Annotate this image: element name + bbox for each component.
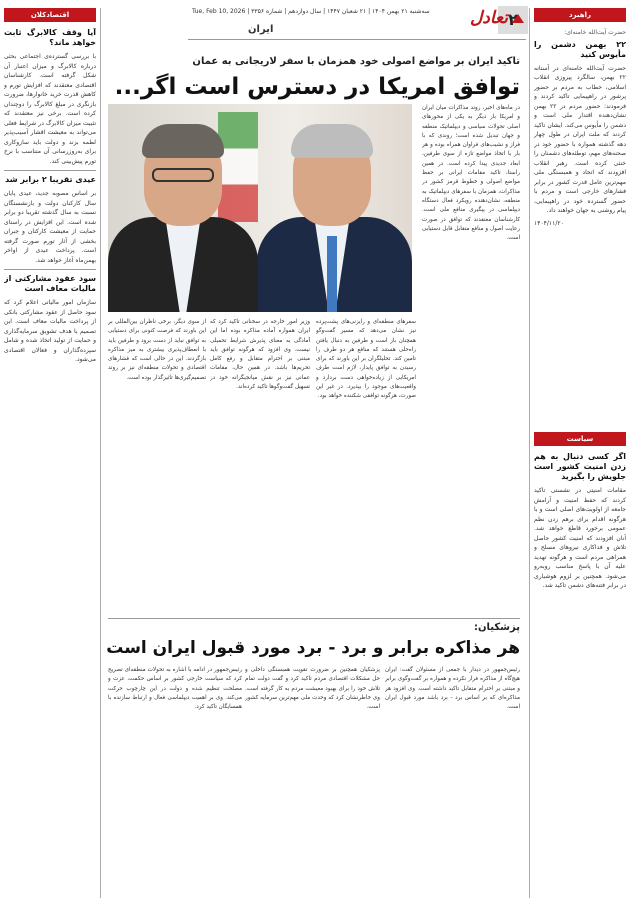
issue-date: سه‌شنبه ۲۱ بهمن ۱۴۰۴ | ۲۱ شعبان ۱۴۴۷ | سال دوازدهم | شماره ۳۳۵۶ | Tue, Feb 10, 2026 xyxy=(192,8,430,15)
story-date: ۱۴۰۴/۱۱/۲۰ xyxy=(534,219,564,227)
story-title: آیا وقف کالابرگ ثابت خواهد ماند؟ xyxy=(4,28,96,47)
section-name: ایران xyxy=(248,24,274,35)
lead-body-col-1: در ماه‌های اخیر، روند مذاکرات میان ایران و امریکا بار دیگر به یکی از محورهای اصلی تحولات سیاسی و دیپلماتیک منطقه و جهان تبدیل شده است؛ روندی که با فراز و نشیب‌های فراوان همراه بوده و هر بار با اتخاذ مواضع تازه از سوی طرفین، ابعاد جدیدی پیدا کرده است. در همین راستا، تاکید مقامات ایرانی بر حفظ مواضع اصولی و خطوط قرمز کشور در مذاکرات، همزمان با سفرهای دیپلماتیک به منطقه، نشان‌دهنده رویکرد فعال دستگاه دیپلماسی در پیگیری منافع ملی است. کارشناسان معتقدند که توافق در صورت رعایت اصول و منافع متقابل قابل دستیابی است. xyxy=(422,105,520,242)
story-body: سازمان امور مالیاتی اعلام کرد که سود حاصل از عقود مشارکتی بانکی از پرداخت مالیات معاف است. این تصمیم با هدف تشویق سرمایه‌گذاری و حمایت از تولید اتخاذ شده و شامل سپرده‌گذاران و فعالان اقتصادی می‌شود. xyxy=(4,299,96,363)
divider xyxy=(4,170,96,171)
lead-photo xyxy=(108,104,412,312)
photo-person-left xyxy=(108,112,258,312)
story-body: حضرت آیت‌الله خامنه‌ای در آستانه ۲۲ بهمن، سالگرد پیروزی انقلاب اسلامی، خطاب به مردم بر حضور پرشور در راهپیمایی تاکید کردند و فرمودند: حضور مردم در ۲۲ بهمن نشان‌دهنده اقتدار ملی است و دشمن را مأیوس می‌کند. ایشان تاکید کردند که ملت ایران در طول چهار دهه گذشته همواره با حضور خود در صحنه‌های مهم، توطئه‌های دشمنان را خنثی کرده است. رهبر انقلاب افزودند که اتحاد و همبستگی ملی مهم‌ترین عامل قدرت کشور در برابر فشارهای خارجی است و مردم با حضور گسترده خود در راهپیمایی، پیام روشنی به جهان خواهند داد. xyxy=(534,64,626,214)
lead-body-col-3: وزیر امور خارجه در سخنانی تاکید کرد که ایران همواره آماده مذاکره بوده اما این آمادگی به معنای پذیرش شرایط تحمیلی نیست. وی افزود که هرگونه توافق باید مبتنی بر احترام متقابل و رفع کامل تحریم‌ها باشد. در همین حال، مقامات عمانی نیز بر نقش میانجیگرانه خود در تسهیل گفت‌وگوها تاکید کرده‌اند. xyxy=(210,319,310,391)
tab-macroeconomics: اقتصادکلان xyxy=(4,8,96,22)
story-title: عیدی تقریبا ۲ برابر شد xyxy=(5,175,96,184)
lead-body-col-2: سفرهای منطقه‌ای و رایزنی‌های پشت‌پرده نیز نشان می‌دهد که مسیر گفت‌وگو همچنان باز است و طرفین به دنبال یافتن راه‌حلی هستند که منافع هر دو طرف را تامین کند. تحلیلگران بر این باورند که برای رسیدن به توافق پایدار، لازم است طرف امریکایی از زیاده‌خواهی دست بردارد و واقعیت‌های موجود را بپذیرد. در غیر این صورت، هرگونه توافقی شکننده خواهد بود. xyxy=(316,319,416,400)
lead-body-col-4: از سوی دیگر، برخی ناظران بین‌المللی بر این باورند که فرصت کنونی برای دستیابی به توافق نباید از دست برود و طرفین باید با انعطاف‌پذیری بیشتری به میز مذاکره بازگردند. این در حالی است که فشارهای اقتصادی و تحولات منطقه‌ای نیز بر روند تصمیم‌گیری‌ها تاثیرگذار بوده است. xyxy=(108,319,206,381)
story-title: سود عقود مشارکتی از مالیات معاف است xyxy=(4,274,96,293)
right-column-story-1 xyxy=(534,28,626,426)
story-divider xyxy=(108,618,520,619)
story-body: با بررسی گسترده‌ی اجتماعی بحثی درباره کالابرگ و میزان اعتبار آن شکل گرفته است. کارشناسان اقتصادی معتقدند که افزایش تورم و کاهش قدرت خرید خانوارها، ضرورت بازنگری در مبلغ کالابرگ را دوچندان کرده است. برخی نیز معتقدند که تثبیت میزان کالابرگ در شرایط فعلی می‌تواند به معیشت اقشار آسیب‌پذیر لطمه بزند و دولت باید سازوکاری برای به‌روزرسانی آن متناسب با نرخ تورم پیش‌بینی کند. xyxy=(4,53,96,165)
second-headline: هر مذاکره برابر و برد - برد مورد قبول ایران است xyxy=(106,638,520,658)
flag-icon xyxy=(218,112,258,222)
story-title: ۲۲ بهمن دشمن را مأیوس کنید xyxy=(534,39,626,59)
tab-strategy: راهبرد xyxy=(534,8,626,22)
divider xyxy=(4,269,96,270)
second-body-col-3: رئیس‌جمهور در ادامه با اشاره به تحولات منطقه‌ای تصریح کرد که سیاست خارجی کشور بر اساس حکمت، عزت و مصلحت تنظیم شده و دولت در این چارچوب حرکت می‌کند. وی بر اهمیت دیپلماسی فعال و ارتباط سازنده با همسایگان تاکید کرد. xyxy=(108,667,242,711)
masthead xyxy=(188,6,526,40)
column-rule-left xyxy=(100,8,101,898)
second-body-col-1: رئیس‌جمهور در دیدار با جمعی از مسئولان گفت: ایران هیچ‌گاه از مذاکره فرار نکرده و همواره بر گفت‌وگوی برابر و مبتنی بر احترام متقابل تاکید داشته است. وی افزود هر مذاکره‌ای که بر اساس برد - برد باشد مورد قبول ایران است. xyxy=(385,667,520,711)
story-kicker: حضرت آیت‌الله خامنه‌ای: xyxy=(564,29,626,36)
newspaper-logo: تعادل xyxy=(469,8,508,28)
glasses-icon xyxy=(152,168,214,182)
lead-kicker: تاکید ایران بر مواضع اصولی خود همزمان با سفر لاریجانی به عمان xyxy=(192,56,520,67)
logo-triangle-icon xyxy=(512,14,524,23)
column-rule-right xyxy=(529,8,530,898)
story-body: بر اساس مصوبه جدید، عیدی پایان سال کارکنان دولت و بازنشستگان نسبت به سال گذشته تقریبا دو برابر شده است. این افزایش در راستای حمایت از معیشت کارکنان و جبران بخشی از آثار تورم صورت گرفته است. پرداخت عیدی از اواخر بهمن‌ماه آغاز خواهد شد. xyxy=(4,190,96,264)
lead-headline: توافق امریکا در دسترس است اگر... xyxy=(114,74,520,100)
tab-politics: سیاست xyxy=(534,432,626,446)
story-body: مقامات امنیتی در نشستی تاکید کردند که حفظ امنیت و آرامش جامعه از اولویت‌های اصلی است و با هرگونه اقدام برای برهم زدن نظم عمومی برخورد قاطع خواهد شد. آنان افزودند که امنیت کشور حاصل تلاش و فداکاری نیروهای مسلح و همراهی مردم است و هرگونه تهدید علیه آن با پاسخ مناسب روبه‌رو می‌شود. همچنین بر لزوم هوشیاری در برابر فتنه‌های دشمن تاکید شد. xyxy=(534,487,626,589)
second-kicker: پزشکیان: xyxy=(474,622,520,633)
photo-person-right xyxy=(257,112,412,312)
second-body-col-2: پزشکیان همچنین بر ضرورت تقویت همبستگی داخلی و حل مشکلات اقتصادی مردم تاکید کرد و گفت دولت تمام تلاش خود را برای بهبود معیشت مردم به کار گرفته است. وی خاطرنشان کرد که وحدت ملی مهم‌ترین سرمایه کشور است. xyxy=(245,667,380,711)
page-number: ۲ xyxy=(498,6,528,34)
left-column xyxy=(4,28,96,898)
right-column-story-2 xyxy=(534,452,626,898)
story-title: اگر کسی دنبال به هم زدن امنیت کشور است جلویش را بگیرید xyxy=(534,452,626,481)
